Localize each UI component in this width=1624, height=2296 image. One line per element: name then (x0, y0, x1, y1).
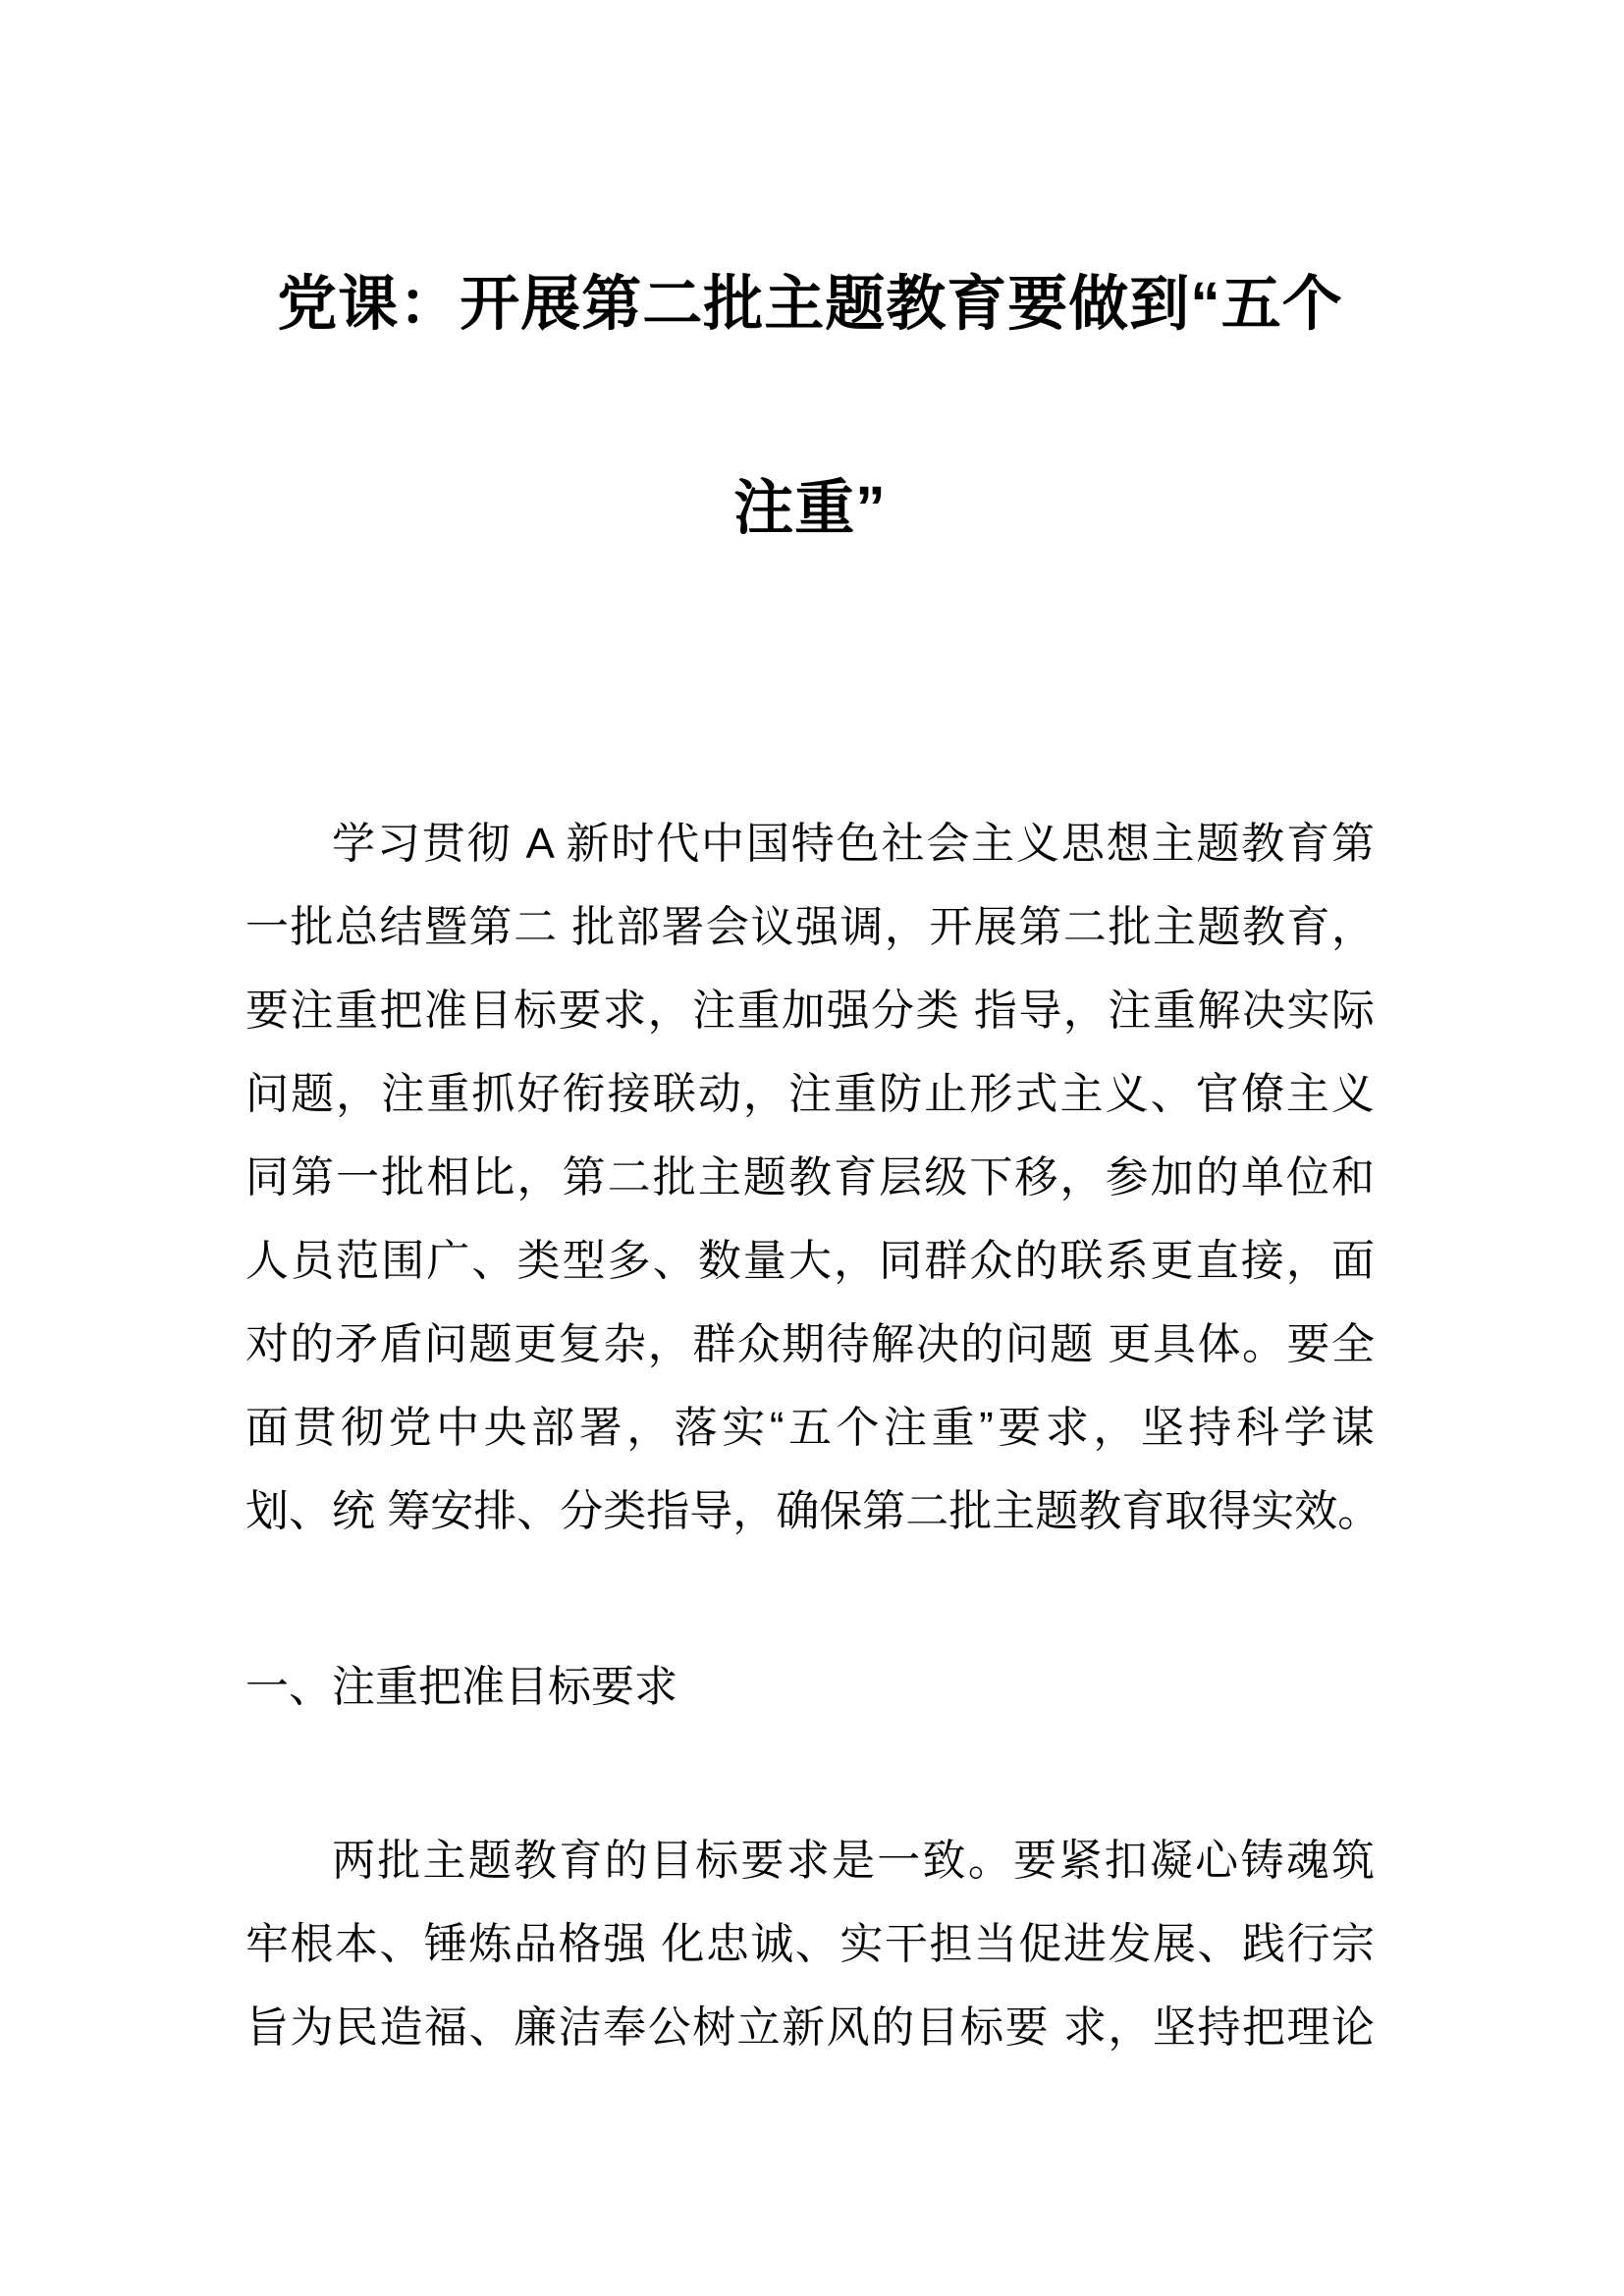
title-line-2: 注重” (733, 474, 887, 541)
paragraph-line: 问题，注重抓好衔接联动，注重防止形式主义、官僚主义 (245, 1070, 1375, 1118)
spacer (0, 610, 1624, 802)
paragraph-1 (245, 802, 1381, 1553)
paragraph-line: 同第一批相比，第二批主题教育层级下移，参加的单位和 (245, 1153, 1375, 1201)
section-heading: 一、注重把准目标要求 (245, 1663, 677, 1711)
paragraph-line: 牢根本、锤炼品格强 化忠诚、实干担当促进发展、践行宗 (245, 1920, 1375, 1968)
spacer (245, 1553, 1375, 1645)
paragraph-line: 旨为民造福、廉洁奉公树立新风的目标要 求，坚持把理论 (245, 2003, 1375, 2052)
paragraph-line: 一批总结暨第二 批部署会议强调，开展第二批主题教育， (245, 903, 1375, 951)
document-body (245, 802, 1381, 2069)
paragraph-line: 划、统 筹安排、分类指导，确保第二批主题教育取得实效。 (245, 1487, 1381, 1535)
paragraph-line: 要注重把准目标要求，注重加强分类 指导，注重解决实际 (245, 987, 1375, 1035)
document-title (245, 0, 1375, 610)
paragraph-line: 学习贯彻 A 新时代中国特色社会主义思想主题教育第 (332, 820, 1375, 868)
spacer (245, 1729, 1375, 1819)
paragraph-line: 面贯彻党中央部署，落实“五个注重”要求，坚持科学谋 (245, 1404, 1375, 1452)
paragraph-2 (245, 1819, 1375, 2069)
paragraph-line: 两批主题教育的目标要求是一致。要紧扣凝心铸魂筑 (332, 1837, 1375, 1885)
paragraph-line: 对的矛盾问题更复杂，群众期待解决的问题 更具体。要全 (245, 1320, 1375, 1368)
paragraph-line: 人员范围广、类型多、数量大，同群众的联系更直接，面 (245, 1237, 1375, 1285)
title-line-1: 党课：开展第二批主题教育要做到“五个 (277, 270, 1343, 337)
